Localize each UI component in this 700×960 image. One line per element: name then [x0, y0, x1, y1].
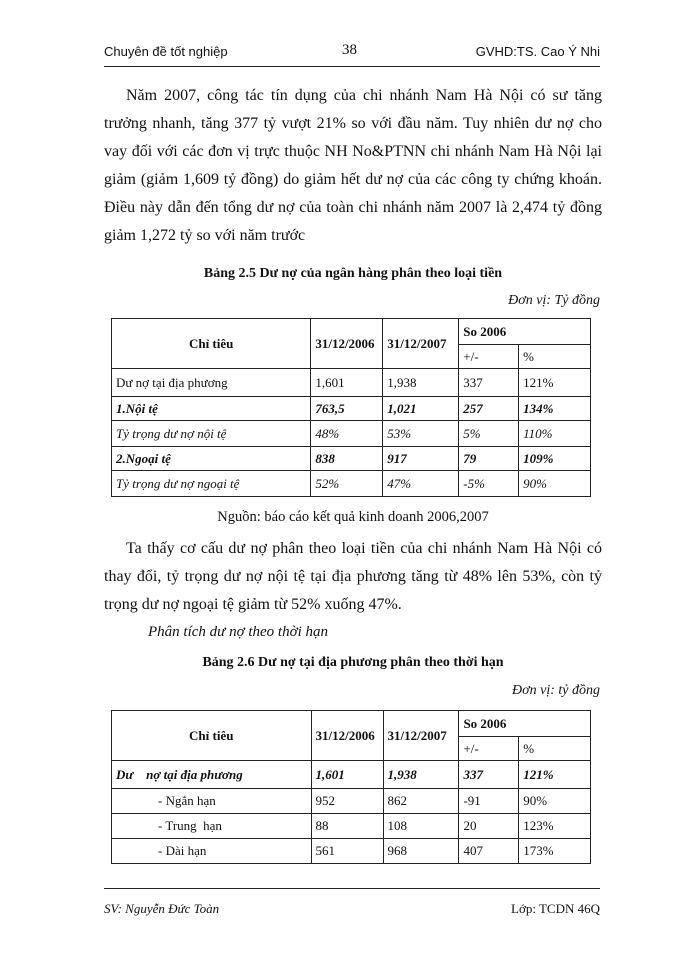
- table1-source: Nguồn: báo cáo kết quả kinh doanh 2006,2007: [217, 509, 489, 525]
- cell: 173%: [519, 839, 591, 864]
- paragraph-1-text: Năm 2007, công tác tín dụng của chi nhánh Nam Hà Nội có sư tăng trưởng nhanh, tăng 377 tỷ vượt 21% so với đầu năm. Tuy nhiên dư nợ cho vay đối với các đơn vị trực thuộc NH No&PTNN chi nhánh Nam Hà Nội lại giảm (giảm 1,609 tỷ đồng) do giảm hết dư nợ của các công ty chứng khoán. Điều này dẫn đến tổng dư nợ của toàn chi nhánh năm 2007 là 2,474 tỷ đồng giảm 1,272 tỷ so với năm trước: [104, 87, 602, 244]
- cell: 407: [459, 839, 519, 864]
- table2-caption: Bảng 2.6 Dư nợ tại địa phương phân theo thời hạn: [202, 655, 504, 670]
- cell: 109%: [519, 447, 591, 471]
- cell: 1,021: [383, 397, 459, 421]
- section-subheading: Phân tích dư nợ theo thời hạn: [148, 624, 329, 640]
- cell: 1,601: [311, 761, 383, 789]
- table-row: [112, 761, 591, 789]
- table-row: [112, 814, 591, 839]
- page-header: [104, 42, 600, 67]
- cell: 838: [311, 447, 383, 471]
- cell: 110%: [519, 421, 591, 447]
- cell: 1.Nội tệ: [112, 397, 311, 421]
- cell: 47%: [383, 471, 459, 497]
- cell: -5%: [459, 471, 519, 497]
- cell: 48%: [311, 421, 383, 447]
- table-row: [112, 471, 591, 497]
- cell: 90%: [519, 471, 591, 497]
- th-indicator: Chỉ tiêu: [112, 319, 311, 369]
- cell: - Trung hạn: [112, 814, 312, 839]
- th-2007: 31/12/2007: [383, 711, 459, 761]
- cell: 2.Ngoại tệ: [112, 447, 311, 471]
- cell: 968: [383, 839, 459, 864]
- cell: 917: [383, 447, 459, 471]
- table-loan-by-currency: [111, 318, 591, 497]
- cell: Tỷ trọng dư nợ ngoại tệ: [112, 471, 311, 497]
- table-row: [112, 397, 591, 421]
- th-indicator: Chỉ tiêu: [112, 711, 312, 761]
- th-2006: 31/12/2006: [311, 711, 383, 761]
- cell: -91: [459, 789, 519, 814]
- cell: 123%: [519, 814, 591, 839]
- th-percent: %: [519, 737, 591, 761]
- cell: 88: [311, 814, 383, 839]
- cell: Dư nợ tại địa phương: [112, 761, 312, 789]
- paragraph-credit: [104, 82, 602, 250]
- table-row: [112, 789, 591, 814]
- cell: 79: [459, 447, 519, 471]
- footer-class: Lớp: TCDN 46Q: [511, 901, 600, 916]
- header-advisor: GVHD:TS. Cao Ý Nhi: [475, 44, 600, 59]
- th-diff: +/-: [459, 345, 519, 369]
- th-percent: %: [519, 345, 591, 369]
- cell: 862: [383, 789, 459, 814]
- th-2007: 31/12/2007: [383, 319, 459, 369]
- cell: 90%: [519, 789, 591, 814]
- cell: - Dài hạn: [112, 839, 312, 864]
- cell: 134%: [519, 397, 591, 421]
- cell: 952: [311, 789, 383, 814]
- cell: 108: [383, 814, 459, 839]
- table-row: [112, 421, 591, 447]
- cell: 1,601: [311, 369, 383, 397]
- page-footer: [104, 888, 600, 916]
- cell: 20: [459, 814, 519, 839]
- cell: 337: [459, 761, 519, 789]
- table-row: [112, 447, 591, 471]
- cell: 1,938: [383, 369, 459, 397]
- table1-caption: Bảng 2.5 Dư nợ của ngân hàng phân theo loại tiền: [203, 266, 503, 281]
- cell: Dư nợ tại địa phương: [112, 369, 311, 397]
- cell: 337: [459, 369, 519, 397]
- cell: 763,5: [311, 397, 383, 421]
- th-vs-2006: So 2006: [459, 319, 591, 345]
- header-doc-title: Chuyên đề tốt nghiệp: [104, 44, 228, 59]
- cell: 121%: [519, 369, 591, 397]
- paragraph-structure: [104, 535, 602, 619]
- footer-student: SV: Nguyễn Đức Toàn: [104, 901, 220, 916]
- cell: 1,938: [383, 761, 459, 789]
- cell: 257: [459, 397, 519, 421]
- table-row: [112, 369, 591, 397]
- cell: 53%: [383, 421, 459, 447]
- th-2006: 31/12/2006: [311, 319, 383, 369]
- table1-unit: Đơn vị: Tỷ đồng: [508, 293, 600, 308]
- page-number: 38: [342, 42, 357, 58]
- paragraph-2-text: Ta thấy cơ cấu dư nợ phân theo loại tiền của chi nhánh Nam Hà Nội có thay đổi, tỷ trọng dư nợ nội tệ tại địa phương tăng từ 48% lên 53%, còn tỷ trọng dư nợ ngoại tệ giảm từ 52% xuống 47%.: [104, 540, 602, 613]
- th-vs-2006: So 2006: [459, 711, 591, 737]
- cell: 5%: [459, 421, 519, 447]
- cell: - Ngắn hạn: [112, 789, 312, 814]
- th-diff: +/-: [459, 737, 519, 761]
- cell: Tỷ trọng dư nợ nội tệ: [112, 421, 311, 447]
- cell: 52%: [311, 471, 383, 497]
- table2-unit: Đơn vị: tỷ đồng: [512, 683, 600, 698]
- table-loan-by-term: [111, 710, 591, 864]
- cell: 561: [311, 839, 383, 864]
- table-row: [112, 839, 591, 864]
- cell: 121%: [519, 761, 591, 789]
